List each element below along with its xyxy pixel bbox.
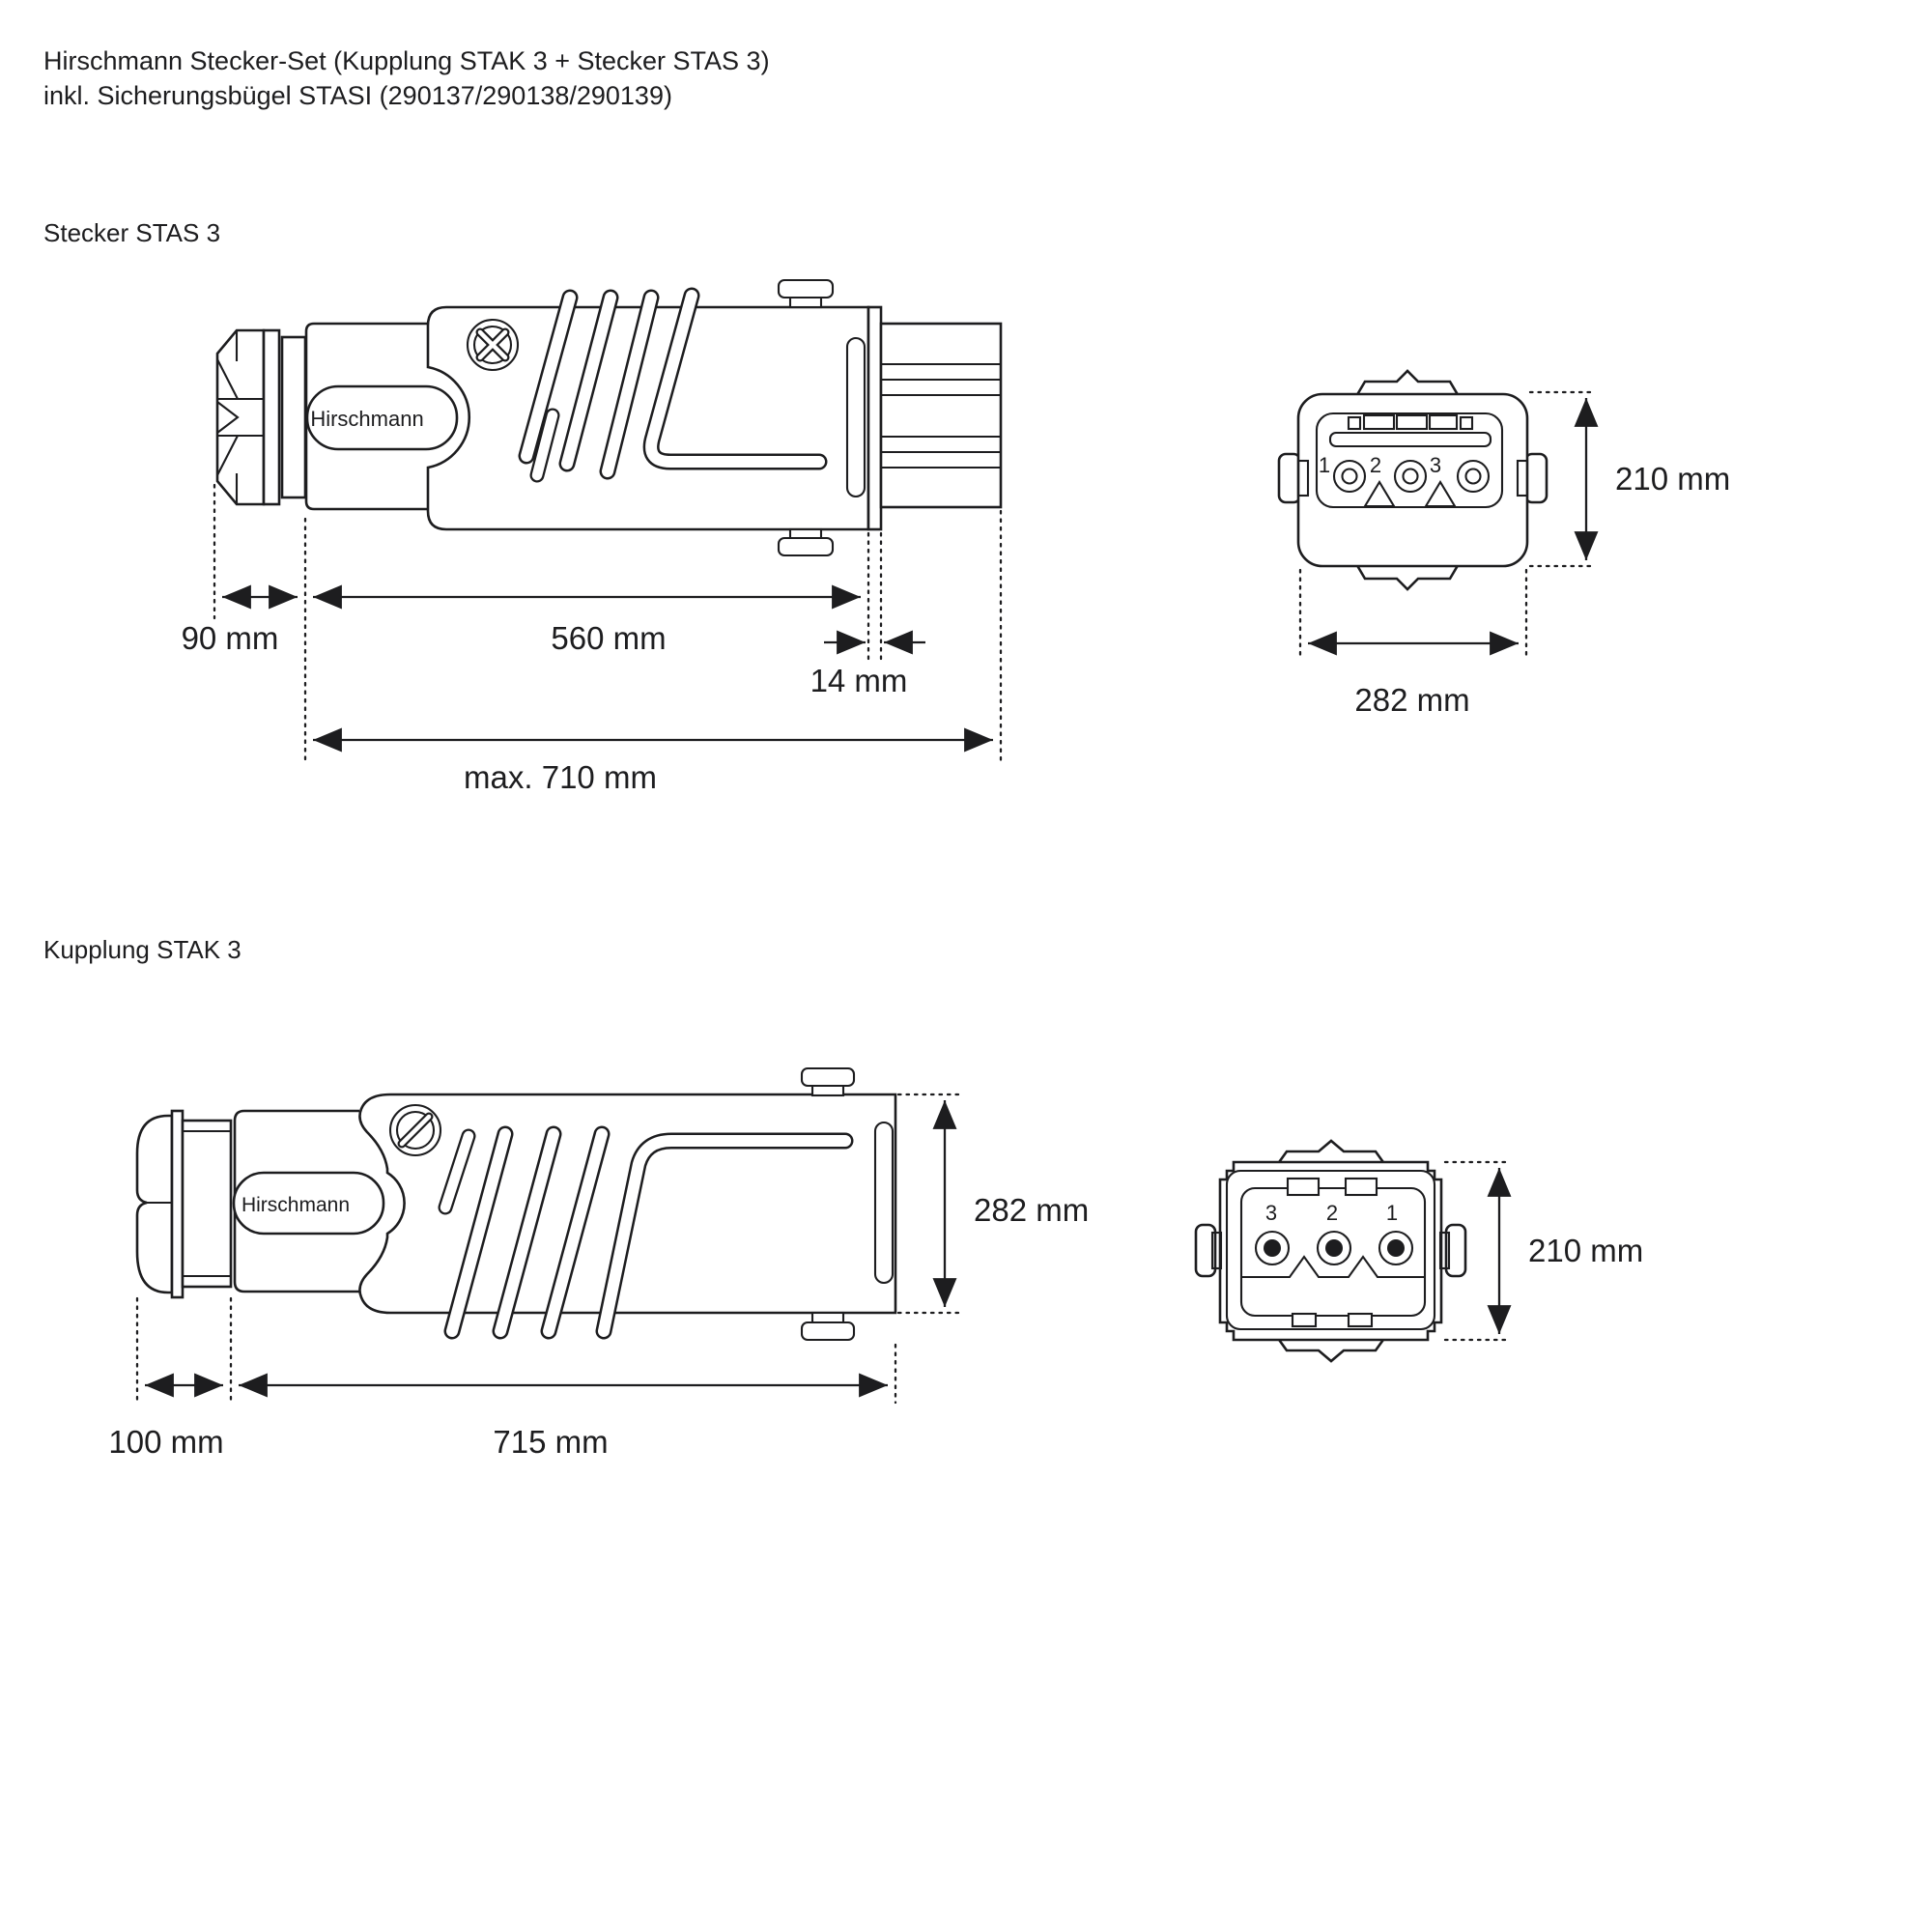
gland-outline	[217, 330, 264, 504]
key-rect-2	[1346, 1179, 1377, 1195]
screw-cross-icon	[468, 320, 518, 370]
latch-cap	[779, 280, 833, 298]
key-rect-bottom-1	[1293, 1314, 1316, 1326]
key-rect-1	[1288, 1179, 1319, 1195]
pin-label-3: 3	[1264, 1201, 1278, 1225]
stak-front-dimensions	[1445, 1162, 1643, 1340]
gland-ring-1	[264, 330, 279, 504]
stak-brand-label: Hirschmann	[241, 1194, 351, 1216]
stak-cable-gland	[137, 1116, 172, 1293]
stak-front-view	[1196, 1141, 1465, 1361]
output-body	[881, 324, 1001, 507]
page-title-line2: inkl. Sicherungsbügel STASI (290137/290138/290139)	[43, 81, 672, 110]
latch-cap	[802, 1068, 854, 1086]
pin-2-outer	[1395, 461, 1426, 492]
pin-label-1: 1	[1385, 1201, 1399, 1225]
dim-label-282-side: 282 mm	[974, 1192, 1090, 1228]
pin-label-1: 1	[1318, 453, 1331, 477]
latch-cap	[802, 1322, 854, 1340]
pin-label-3: 3	[1429, 453, 1442, 477]
stak-side-view	[137, 1068, 895, 1340]
stas-cable-gland	[217, 330, 264, 504]
stas-section-label: Stecker STAS 3	[43, 218, 221, 247]
stak-gland-ring-1	[172, 1111, 183, 1297]
pin-2-inner	[1325, 1239, 1343, 1257]
stas-front-view	[1279, 371, 1547, 589]
ref-lines-282-side	[898, 1094, 958, 1313]
pin-label-2: 2	[1369, 453, 1382, 477]
dim-label-210: 210 mm	[1615, 461, 1731, 497]
page-title-line1: Hirschmann Stecker-Set (Kupplung STAK 3 + Stecker STAS 3)	[43, 46, 770, 75]
dim-label-715: 715 mm	[493, 1424, 609, 1460]
stas-latch-bottom	[779, 529, 833, 555]
dim-label-282: 282 mm	[1354, 682, 1470, 718]
stas-flange	[868, 307, 881, 529]
stas-output-connector	[881, 324, 1001, 507]
stak-section-label: Kupplung STAK 3	[43, 935, 242, 964]
pin-1-outer	[1334, 461, 1365, 492]
pin-1-inner	[1387, 1239, 1405, 1257]
stas-side-view	[217, 280, 1001, 555]
dim-label-210: 210 mm	[1528, 1233, 1644, 1268]
pin-label-2: 2	[1325, 1201, 1339, 1225]
pin-3-inner	[1264, 1239, 1281, 1257]
stas-brand-label: Hirschmann	[310, 407, 424, 431]
dim-label-14: 14 mm	[810, 663, 908, 698]
dim-label-710: max. 710 mm	[464, 759, 657, 795]
stas-side-dimensions	[182, 485, 1001, 795]
gland-lobes	[137, 1116, 172, 1293]
latch-cap	[779, 538, 833, 555]
pin-3-outer	[1458, 461, 1489, 492]
screw-slot-icon	[390, 1105, 440, 1155]
key-rect-bottom-2	[1349, 1314, 1372, 1326]
stak-latch-bottom	[802, 1313, 854, 1340]
stas-latch-top	[779, 280, 833, 307]
dim-label-90: 90 mm	[181, 620, 279, 656]
dim-label-560: 560 mm	[551, 620, 667, 656]
dim-label-100: 100 mm	[108, 1424, 224, 1460]
stak-gland-ring-2	[183, 1121, 231, 1287]
gland-ring-2	[282, 337, 305, 497]
stas-front-tab-right	[1525, 454, 1547, 502]
stak-latch-top	[802, 1068, 854, 1095]
